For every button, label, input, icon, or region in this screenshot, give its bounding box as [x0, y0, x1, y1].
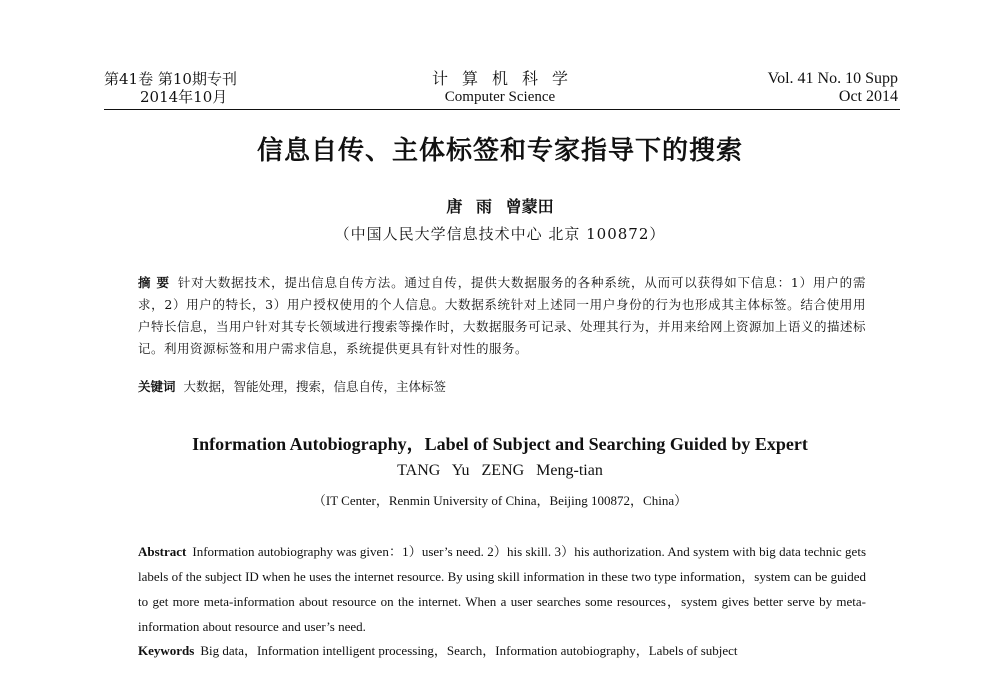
abstract-label-cn: 摘 要 [138, 275, 170, 290]
journal-name-en: Computer Science [444, 89, 556, 105]
journal-issue-en [768, 70, 898, 106]
paper-title-en: Information Autobiography，Label of Subject and Searching Guided by Expert [192, 434, 808, 454]
header-divider [104, 109, 900, 110]
authors-cn: 唐 雨 曾蒙田 [446, 197, 554, 216]
abstract-cn [138, 272, 866, 360]
keywords-text-cn: 大数据，智能处理，搜索，信息自传，主体标签 [183, 379, 447, 394]
abstract-label-en: Abstract [138, 544, 187, 559]
issue-date-en: Oct 2014 [838, 88, 898, 105]
abstract-text-en: Information autobiography was given：1）user’s need. 2）his skill. 3）his authorization. And system with big data technic gets labels of the subject ID when he uses the internet resource. By using skill information in these two type information，system can be guided to get more meta-information about resource on the internet. When a user searches some resources，system gives better serve by meta-information about resource and user’s need. [138, 544, 866, 634]
keywords-label-cn: 关键词 [138, 379, 176, 394]
volume-issue-en: Vol. 41 No. 10 Supp [767, 70, 898, 87]
abstract-text-cn: 针对大数据技术，提出信息自传方法。通过自传，提供大数据服务的各种系统，从而可以获得如下信息：1）用户的需求，2）用户的特长，3）用户授权使用的个人信息。大数据系统针对上述同一用户身份的行为也形成其主体标签。结合使用用户特长信息，当用户针对其专长领域进行搜索等操作时，大数据服务可记录、处理其行为，并用来给网上资源加上语义的描述标记。利用资源标签和用户需求信息，系统提供更具有针对性的服务。 [138, 275, 867, 356]
keywords-cn [138, 376, 866, 398]
affiliation-en: （IT Center，Renmin University of China，Beijing 100872，China） [312, 493, 688, 508]
journal-name-cn: 计算机科学 [431, 69, 582, 88]
keywords-text-en: Big data，Information intelligent processing，Search，Information autobiography，Labels of subject [200, 643, 738, 658]
abstract-en [138, 539, 866, 639]
affiliation-cn: （中国人民大学信息技术中心 北京 100872） [334, 225, 666, 243]
issue-date-cn: 2014年10月 [140, 88, 228, 106]
volume-issue: 第41卷 第10期专刊 [104, 70, 237, 88]
authors-en: TANG Yu ZENG Meng-tian [397, 462, 603, 479]
keywords-label-en: Keywords [138, 643, 195, 658]
paper-title-cn: 信息自传、主体标签和专家指导下的搜索 [256, 136, 743, 166]
keywords-en [138, 641, 866, 661]
